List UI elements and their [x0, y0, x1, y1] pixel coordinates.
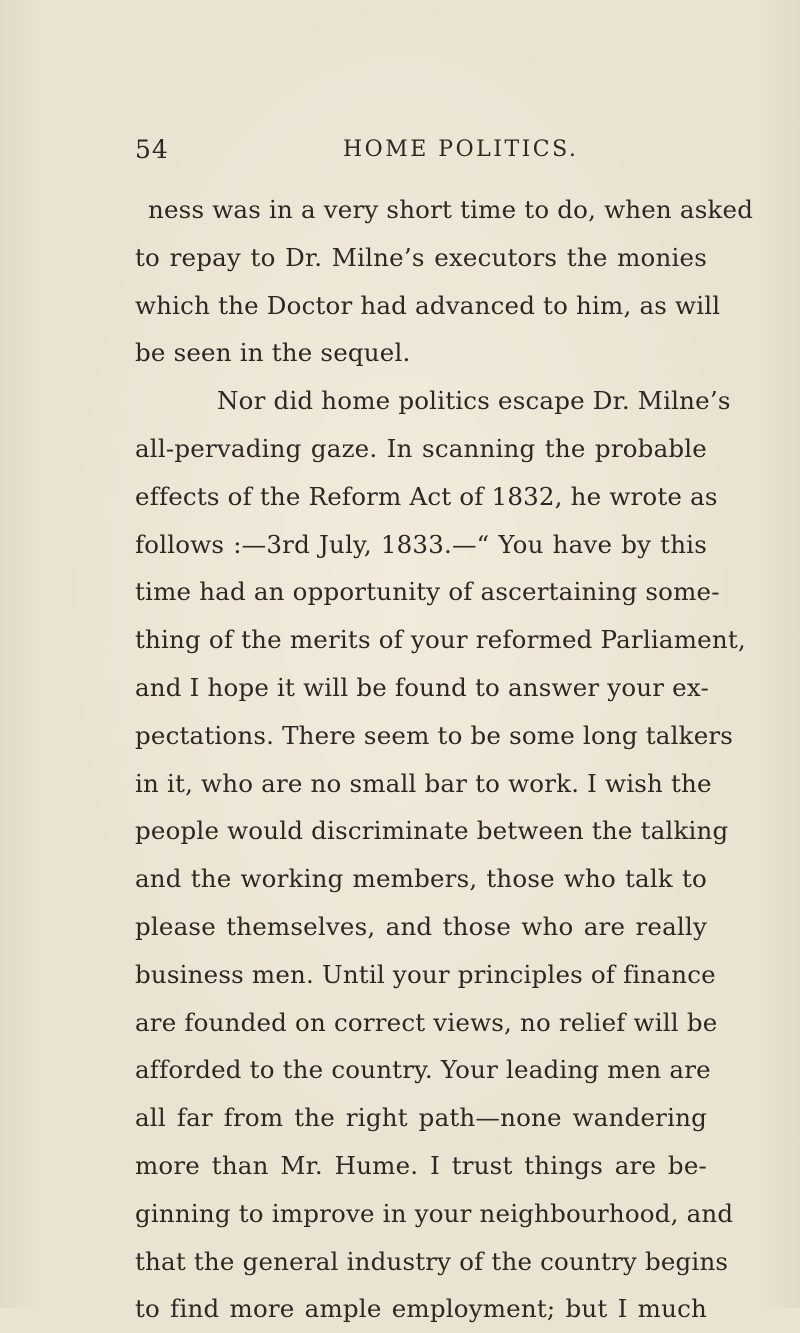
text-line: please themselves, and those who are really	[135, 911, 707, 941]
body-text	[135, 186, 754, 1333]
text-line: all-pervading gaze. In scanning the probable	[135, 433, 707, 463]
text-line: be seen in the sequel.	[135, 338, 411, 368]
text-line: business men. Until your principles of finance	[135, 959, 716, 989]
text-line: are founded on correct views, no relief will be	[135, 1007, 718, 1037]
text-line: which the Doctor had advanced to him, as will	[135, 290, 721, 320]
text-line: and the working members, those who talk to	[135, 864, 707, 894]
text-line: to find more ample employment; but I much	[135, 1294, 707, 1324]
text-line: people would discriminate between the talking	[135, 816, 729, 846]
text-line: effects of the Reform Act of 1832, he wrote as	[135, 481, 718, 511]
text-line: ginning to improve in your neighbourhood, and	[135, 1198, 734, 1228]
text-line: time had an opportunity of ascertaining some-	[135, 577, 720, 607]
text-line: Nor did home politics escape Dr. Milne’s	[217, 386, 731, 416]
text-line: ness was in a very short time to do, when asked	[148, 195, 754, 224]
header-title: HOME POLITICS.	[343, 137, 579, 162]
page-number: 54	[135, 135, 169, 164]
text-line: pectations. There seem to be some long talkers	[135, 720, 734, 750]
text-line: afforded to the country. Your leading men are	[135, 1055, 711, 1085]
text-line: and I hope it will be found to answer your ex-	[135, 672, 709, 702]
text-line: follows :—3rd July, 1833.—“ You have by this	[135, 529, 707, 559]
running-head	[135, 135, 715, 171]
text-line: in it, who are no small bar to work. I wish the	[135, 768, 712, 798]
text-line: all far from the right path—none wandering	[135, 1103, 707, 1133]
text-line: thing of the merits of your reformed Parliament,	[135, 625, 746, 655]
text-line: to repay to Dr. Milne’s executors the monies	[135, 242, 707, 272]
text-line: that the general industry of the country begins	[135, 1246, 729, 1276]
text-line: more than Mr. Hume. I trust things are be-	[135, 1150, 707, 1180]
